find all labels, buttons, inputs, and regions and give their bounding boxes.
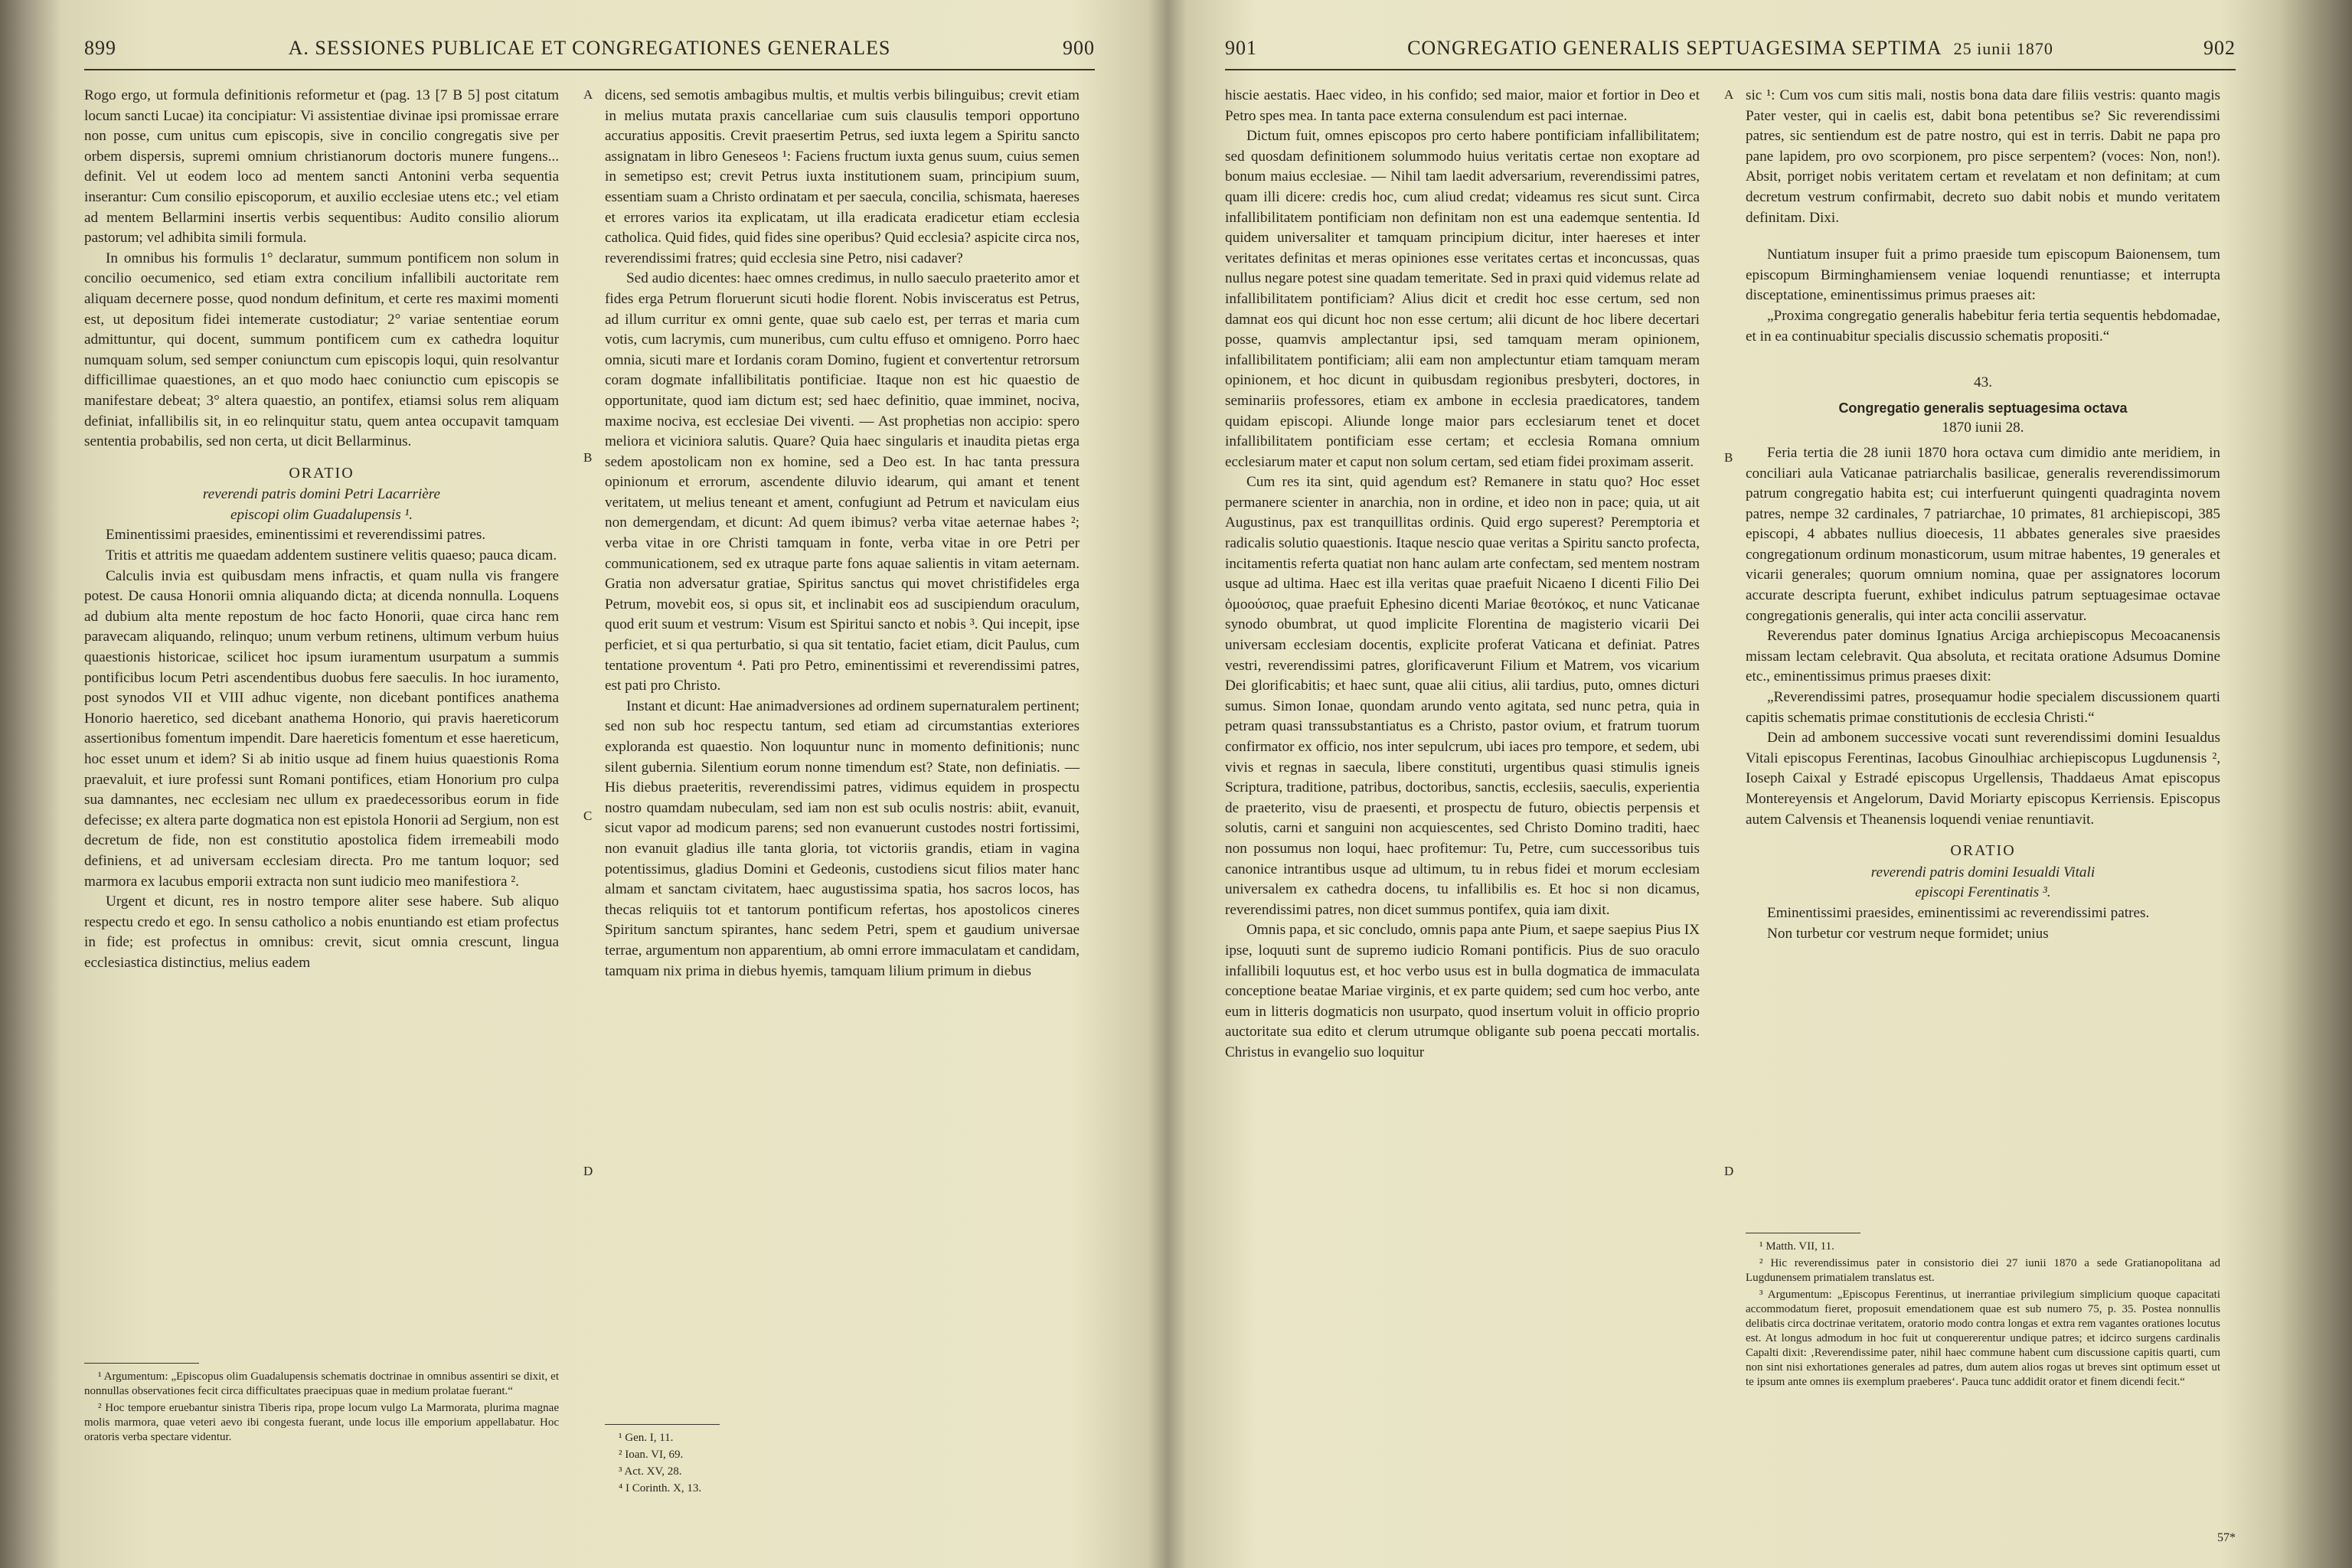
paragraph: „Proxima congregatio generalis habebitur feria tertia sequentis hebdomadae, et in ea continuabitur specialis discussio schematis propositi.“ [1746, 307, 2220, 345]
margin-letter: A [1724, 87, 1734, 102]
paragraph: sic ¹: Cum vos cum sitis mali, nostis bona data dare filiis vestris: quanto magis Pater vester, qui in caelis est, dabit bona petentibus se? Sic reverendissimi patres, sic sentiendum est de patre nostro, qui est in terris. Dabit ne papa pro pane lapidem, pro ovo scorpionem, pro pisce serpentem? (voces: Non, non!). Absit, porriget nobis veritatem certam et revelatam et non definitam; at cum decretum vestrum confirmabit, decreto suo dabit nobis et mundo veritatem definitam. Dixi. [1746, 87, 2220, 226]
column-right [1746, 86, 2220, 944]
margin-letter: B [1724, 450, 1733, 465]
page-number: 900 [1063, 37, 1095, 59]
oratio-subtitle: episcopi Ferentinatis ³. [1915, 884, 2051, 901]
margin-letter: A [583, 87, 593, 102]
footnote: ² Ioan. VI, 69. [619, 1449, 684, 1461]
paragraph: Eminentissimi praesides, eminentissimi ac reverendissimi patres. [1767, 904, 2150, 921]
footnote: ¹ Argumentum: „Episcopus olim Guadalupensis schematis doctrinae in omnibus assentiri se dixit, et nonnullas observationes fecit circa difficultates praecipuas quae in medium prolatae fuerant.“ [84, 1370, 559, 1397]
paragraph: Reverendus pater dominus Ignatius Arciga archiepiscopus Mecoacanensis missam lectam celebravit. Qua absoluta, et recitata oratione Adsumus Domine etc., eminentissimus primus praeses dixit: [1746, 628, 2220, 685]
title-text: CONGREGATIO GENERALIS SEPTUAGESIMA SEPTIMA [1407, 37, 1942, 59]
paragraph: Eminentissimi praesides, eminentissimi et reverendissimi patres. [106, 527, 486, 544]
footnote: ⁴ I Corinth. X, 13. [619, 1482, 702, 1494]
running-header [84, 37, 1095, 67]
paragraph: dicens, sed semotis ambagibus multis, et multis verbis bilinguibus; crevit etiam in melius mutata praxis cancellariae cum suis clausulis tempori opportuno accuratius appositis. Crevit praesertim Petrus, sed iuxta legem a Spiritu sancto assignatam in libro Geneseos ¹: Faciens fructum iuxta genus suum, cuius semen in semetipso est; crevit Petrus iuxta institutionem suam, principium suum, essentiam suam a Christo ordinatam et per saecula, concilia, schismata, haereses et errores varios ita explicatam, ut illa eradicata eradicetur etiam ecclesia catholica. Quid fides, quid fides sine operibus? Quid ecclesia? aspicite circa nos, reverendissimi fratres; quid ecclesia sine Petro, nisi cadaver? [605, 87, 1080, 266]
paragraph: Non turbetur cor vestrum neque formidet; unius [1767, 925, 2049, 942]
column-left [1225, 86, 1700, 1063]
footnotes [1746, 1233, 2220, 1392]
paragraph: Dictum fuit, omnes episcopos pro certo habere pontificiam infallibilitatem; sed quosdam definitionem solummodo huius veritatis certae non exoptare ad bonum maius ecclesiae. — Nihil tam laedit adversarium, reverendissimi patres, quam illi dicere: credis hoc, cum aliud credat; videamus res sicut sunt. Circa infallibilitatem pontificiam non definitam non est una eademque sententia. Id quidem universaliter et tamquam principium dicitur, inter haereses et inter veritates definitas et meras opiniones esse veritates certas et inconcussas, quas nullus negare potest sine quadam temeritate. Sed in praxi quid videmus relate ad infallibilitatem pontificiam? Alius dicit et credit hoc esse certum, sed non damnat eos qui dicunt hoc non esse certum; alii dicunt de hoc libere decertari posse, quamvis amplectantur ipsi, sed tamquam meram opinionem, infallibilitatem pontificiam; alii eam non amplectuntur etiam tamquam meram opinionem, et hoc dicunt in quibusdam regionibus presbyteri, doctores, in seminariis professores, etiam ex ambone in ecclesia praedicatores, tandem quidam episcopi. Aliunde longe maior pars ecclesiarum tenet et docet infallibilitatem pontificiam esse certam; et ecclesia Romana omnium ecclesiarum mater et caput non solum certam, sed etiam fidei proximam asserit. [1225, 128, 1700, 470]
page-number: 902 [2203, 37, 2236, 59]
oratio-heading: ORATIO [1950, 842, 2016, 860]
header-date: 25 iunii 1870 [1953, 39, 2053, 58]
footnote: ³ Act. XV, 28. [619, 1465, 682, 1478]
paragraph: Feria tertia die 28 iunii 1870 hora octava cum dimidio ante meridiem, in conciliari aula Vaticanae patriarchalis basilicae, generalis reverendissimorum patrum congregatio habita est; cui interfuerunt quingenti quadraginta novem patres, nempe 32 cardinales, 7 patriarchae, 10 primates, 81 archiepiscopi, 385 episcopi, 4 abbates nullius dioecesis, 11 abbates generales sive praesides congregationum ordinum monasticorum, usum mitrae habentes, 19 generales et vicarii generales; quorum omnium nomina, quae per assignatores locorum accurate descripta fuerunt, exhibet indiculus patrum septuagesimae octavae congregationis generalis, qui inter acta concilii asservatur. [1746, 444, 2220, 624]
margin-letter: C [583, 808, 593, 823]
footnote: ¹ Gen. I, 11. [619, 1432, 674, 1444]
footnote-rule [84, 1363, 199, 1364]
page-number: 899 [84, 37, 116, 59]
running-title: A. SESSIONES PUBLICAE ET CONGREGATIONES GENERALES [288, 37, 891, 59]
oratio-heading: ORATIO [289, 464, 354, 482]
margin-letter: B [583, 450, 593, 465]
section-title: Congregatio generalis septuagesima octava [1838, 400, 2128, 416]
header-rule [1225, 69, 2236, 70]
paragraph: Dein ad ambonem successive vocati sunt reverendissimi domini Iesualdus Vitali episcopus Ferentinas, Iacobus Ginoulhiac archiepiscopus Lugdunensis ², Ioseph Caixal y Estradé episcopus Urgellensis, Thaddaeus Amat episcopus Montereyensis et Angelorum, David Moriarty episcopus Kerriensis. Episcopus autem Calvensis et Theanensis loquendi veniae renuntiavit. [1746, 730, 2220, 828]
oratio-subtitle: reverendi patris domini Iesualdi Vitali [1870, 864, 2096, 880]
footnote: ² Hic reverendissimus pater in consistorio diei 27 iunii 1870 a sede Gratianopolitana ad Lugdunensem primatialem translatus est. [1746, 1257, 2220, 1284]
right-page [1225, 0, 2236, 1568]
paragraph: Rogo ergo, ut formula definitionis reformetur et (pag. 13 [7 B 5] post citatum locum sancti Lucae) ita concipiatur: Vi assistentiae divinae ipsi promissae errare non posse, cum unitus cum episcopis, sive in concilio congregatis sive per orbem dispersis, supremi omnium christianorum doctoris munere fungens... definit. Vel ut eodem loco ad mentem sancti Antonini verba sequentia inserantur: Cum consilio episcoporum, et auxilio ecclesiae utens etc.; vel etiam ad mentem Bellarmini insertis verbis sequentibus: Audito consilio aliorum pastorum; vel adhibita simili formula. [84, 87, 559, 247]
footnotes [84, 1363, 559, 1447]
paragraph: Nuntiatum insuper fuit a primo praeside tum episcopum Baionensem, tum episcopum Birminghamiensem veniae loquendi renuntiasse; et interrupta disceptatione, eminentissimus primus praeses ait: [1746, 247, 2220, 304]
paragraph: Tritis et attritis me quaedam addentem sustinere velitis quaeso; pauca dicam. [106, 547, 557, 564]
paragraph: Omnis papa, et sic concludo, omnis papa ante Pium, et saepe saepius Pius IX ipse, loquuti sunt de supremo iudicio Romani pontificis. Pius de suo oraculo infallibili loquutus est, et hoc verbo usus est in bulla dogmatica de immaculata conceptione beatae Mariae virginis, et ex parte quidem; sed cum hoc verbo, ante eum in litteris dogmaticis non usurpato, quod insertum voluit in officio proprio auctoritate sua edito et clerum utrumque obligante sub poena peccati mortalis. Christus in evangelio suo loquitur [1225, 922, 1700, 1060]
footnote: ¹ Matth. VII, 11. [1759, 1240, 1834, 1253]
running-title [1225, 37, 2236, 60]
page-number: 901 [1225, 37, 1257, 59]
column-left [84, 86, 559, 974]
left-page [84, 0, 1095, 1568]
section-number: 43. [1974, 374, 1992, 391]
margin-letter: D [1724, 1164, 1734, 1178]
paragraph: Calculis invia est quibusdam mens infractis, et quam nulla vis frangere potest. De causa Honorii omnia aliquando dicta; at dicenda nonnulla. Loquens ad dubium alta mente repostum de hoc facto Honorii, quae circa hanc rem paravecam aliquando, relinquo; unum verbum retinens, ultimum verbum huius quaestionis historicae, scilicet hoc ipsum iuramentum usurpatum a summis pontificibus locum Petri ascendentibus duobus fere saeculis. In hoc iuramento, post synodos VII et VIII adhuc vigente, non dicebant pontifices anathema Honorio haeretico, sed dicebant anathema Honorio, qui pravis haereticorum assertionibus fomentum impendit. Dare haereticis fomentum et esse haereticum, hoc esset unum et idem? Si ab initio usque ad finem huius quaestionis Roma praevaluit, et iure professi sunt Romani pontifices, etiam Honorium pro culpa sua damnantes, nec ecclesiam nec ullum ex praedecessoribus eorum in fide defecisse; ex altera parte dogmatica non est epistola Honorii ad Sergium, non est decretum de fide, non est constitutio apostolica fidem irremeabili modo definiens, et ad universam ecclesiam directa. Pro me tantum loquor; sed marmora ex lacubus emporii extracta non sunt iudicio meo manifestiora ². [84, 567, 559, 890]
section-date: 1870 iunii 28. [1942, 420, 2024, 436]
oratio-subtitle: episcopi olim Guadalupensis ¹. [230, 506, 413, 523]
footnote: ³ Argumentum: „Episcopus Ferentinus, ut inerrantiae privilegium simplicium quoque capacitati accommodatum fieret, proposuit emendationem quae est sub numero 75, p. 35. Postea nonnullis delibatis circa doctrinae veritatem, oratorio modo contra longas et extra rem vagantes orationes locutus est. At longus admodum in hoc fuit ut conquererentur undique patres; et idcirco surgens cardinalis Capalti dixit: ‚Reverendissime pater, nihil haec commune habent cum discussione capitis quarti, cum non sint nisi exhortationes generales ad patres, dum autem alios rogas ut breves sint optimum esset ut te ipsum ante omnes iis exemplum praeberes‘. Pauca tunc addidit orator et finem dicendi fecit.“ [1746, 1289, 2220, 1388]
paragraph: Cum res ita sint, quid agendum est? Remanere in statu quo? Hoc esset permanere scienter in anarchia, non in ordine, et ideo non in pace; quia, ut ait Augustinus, pax est tranquillitas ordinis. Quid ergo superest? Peremptoria et radicalis solutio quaestionis. Itaque nescio quae veritas a Spiritu sancto profecta, incitamentis referta quatiat non hanc aulam arte confectam, sed mentem nostram usque ad ultima. Haec est illa veritas quae praefuit Nicaeno I dicenti Filio Dei ὁμοούσιος, quae praefuit Ephesino dicenti Mariae θεοτόκος, et nunc Vaticanae synodo obumbrat, ut quod implicite Florentina de magisterio vicarii Dei universam ecclesiam docentis, explicite proferat Vaticana et definiat. Patres vestri, reverendissimi patres, glorificaverunt Filium et Matrem, vos vicarium Dei glorificabitis; et haec sunt, quae alii citius, alii tardius, puto, omnes dicturi sumus. Simon Ionae, quondam arundo vento agitata, sed nunc petra, quia in petram quasi transsubstantiatus es a Christo, pastor ovium, et fratrum tuorum confirmator ex officio, nos inter sepulcrum, ubi iaces pro tempore, et sedem, ubi vivis et regnas in saecula, libere constituti, urgentibus quasi stimulis igneis Scriptura, traditione, patribus, doctoribus, sanctis, ecclesiis, saeculis, experientia de praeterito, visu de praesenti, et prospectu de futuro, obiectis perpensis et solutis, carni et sanguini non acquiescentes, sed Christo Domino traditi, haec non possumus non loqui, haec profitemur: Tu, Petre, cum successoribus tuis canonice intrantibus usque ad ultimum, tu in rebus fidei et morum ecclesiam universalem ex cathedra docens, tu infallibilis es. Et hoc si non dicamus, reverendissimi patres, non dicet summus pontifex, quia iam dixit. [1225, 474, 1700, 918]
paragraph: „Reverendissimi patres, prosequamur hodie specialem discussionem quarti capitis schematis primae constitutionis de ecclesia Christi.“ [1746, 689, 2220, 726]
paragraph: Instant et dicunt: Hae animadversiones ad ordinem supernaturalem pertinent; sed non sub hoc respectu tantum, sed etiam ad circumstantias exteriores exploranda est quaestio. Non loquuntur nunc in momento definitionis; nunc silent gubernia. Silentium eorum nonne timendum est? State, non definiatis. — His diebus praeteritis, reverendissimi patres, vidimus equidem in prospectu nostro quamdam nubeculam, sed iam non est sub oculis nostris: abiit, evanuit, sicut vapor ad modicum parens; sed non evanuerunt custodes nostri fortissimi, non evanuit gladius ille tanta gloria, tot victoriis grandis, etiam in vagina potentissimus, gladius Domini et Gedeonis, custodiens sicut filios mater hanc almam et sanctam civitatem, haec augustissima spatia, hos sacros locos, has thecas reliquiis tot et tantorum pontificum refertas, hos apostolicos cineres Spiritum sanctum spirantes, hanc sedem Petri, spem et gaudium universae terrae, argumentum non apparentium, ab omni errore immaculatam et candidam, tamquam nix prima in diebus hyemis, tamquam lilium primum in diebus [605, 697, 1080, 979]
footnotes [605, 1424, 1080, 1498]
footnote: ² Hoc tempore eruebantur sinistra Tiberis ripa, prope locum vulgo La Marmorata, plurima magnae molis marmora, quae veteri aevo ibi congesta fuerant, unde locus ille emporium appellabatur. Hoc oratoris verba spectare videntur. [84, 1402, 559, 1443]
margin-letter: D [583, 1164, 593, 1178]
header-rule [84, 69, 1095, 70]
paragraph: hiscie aestatis. Haec video, in his confido; sed maior, maior et fortior in Deo et Petro spes mea. In tanta pace externa consulendum est paci internae. [1225, 87, 1700, 124]
running-header [1225, 37, 2236, 67]
footnote-rule [605, 1424, 720, 1425]
signature-mark: 57* [2217, 1531, 2236, 1544]
column-right [605, 86, 1080, 982]
oratio-subtitle: reverendi patris domini Petri Lacarrière [202, 486, 441, 503]
paragraph: Urgent et dicunt, res in nostro tempore aliter sese habere. Sub aliquo respectu credo et ego. In sensu catholico a nobis enuntiando est etiam profectus in fide; est profectus in omnibus: crevit, sicut omnia crescunt, lingua ecclesiastica distinctius, melius eadem [84, 893, 559, 971]
paragraph: In omnibus his formulis 1° declaratur, summum pontificem non solum in concilio oecumenico, sed etiam extra concilium infallibili auctoritate rem aliquam decernere posse, quod nondum definitum, et certe res maximi momenti est, ut depositum fidei intemerate custodiatur; 2° variae sententiae eorum admittuntur, qui docent, summum pontificem cum ex cathedra loquitur numquam solum, sed semper coniunctum cum episcopis loqui, quin resolvantur difficillimae quaestiones, an et quo modo haec coniunctio cum episcopis se manifestare debeat; 3° altera quaestio, an pontifex, etiamsi solus rem aliquam definiat, infallibilis sit, in eo relinquitur statu, quem antea occupavit tamquam sententia probabilis, sed non certa, ut dicit Bellarminus. [84, 250, 559, 450]
paragraph: Sed audio dicentes: haec omnes credimus, in nullo saeculo praeterito amor et fides erga Petrum floruerunt sicuti hodie florent. Nobis invisceratus est Petrus, ad illum curritur ex omni gente, quae sub caelo est, per terras et maria cum votis, cum lacrymis, cum muneribus, cum cultu effuso et omnigeno. Porro haec omnia, sicuti mare et Iordanis coram Domino, fugient et convertentur retrorsum coram dogmate infallibilitatis pontificiae. Itaque non est hic quaestio de opportunitate, quod iam dictum est; sed haec definitio, quae imminet, nociva, maxime nociva, est ecclesiae Dei viventi. — Ast prophetias non accipio: spero meliora et viciniora salutis. Quare? Quia haec singularis et inaudita pietas erga sedem apostolicam non ex homine, sed a Deo est. In hac tanta pressura opinionum et errorum, ascendente diluvio idearum, qui amant et tenent veritatem, ut melius teneant et ament, confugiunt ad Petrum et naviculam eius non demergendam, et dicunt: Ad quem ibimus? verba vitae aeternae habes ²; verba vitae in ore Christi tamquam in fonte, verba vitae in ore Petri per communicationem, sed ex utraque parte fons aquae salientis in vitam aeternam. Gratia non adversatur gratiae, Spiritus sanctus qui movet christifideles erga Petrum, movebit eos, si opus sit, et inclinabit eos ad suscipiendum oraculum, quod erit suum et vestrum: Visum est Spiritui sancto et nobis ³. Qui incepit, ipse perficiet, et si qua perturbatio, si qua sit tentatio, faciet etiam, dicit Paulus, cum tentatione proventum ⁴. Pati pro Petro, eminentissimi et reverendissimi patres, est pati pro Christo. [605, 270, 1080, 694]
